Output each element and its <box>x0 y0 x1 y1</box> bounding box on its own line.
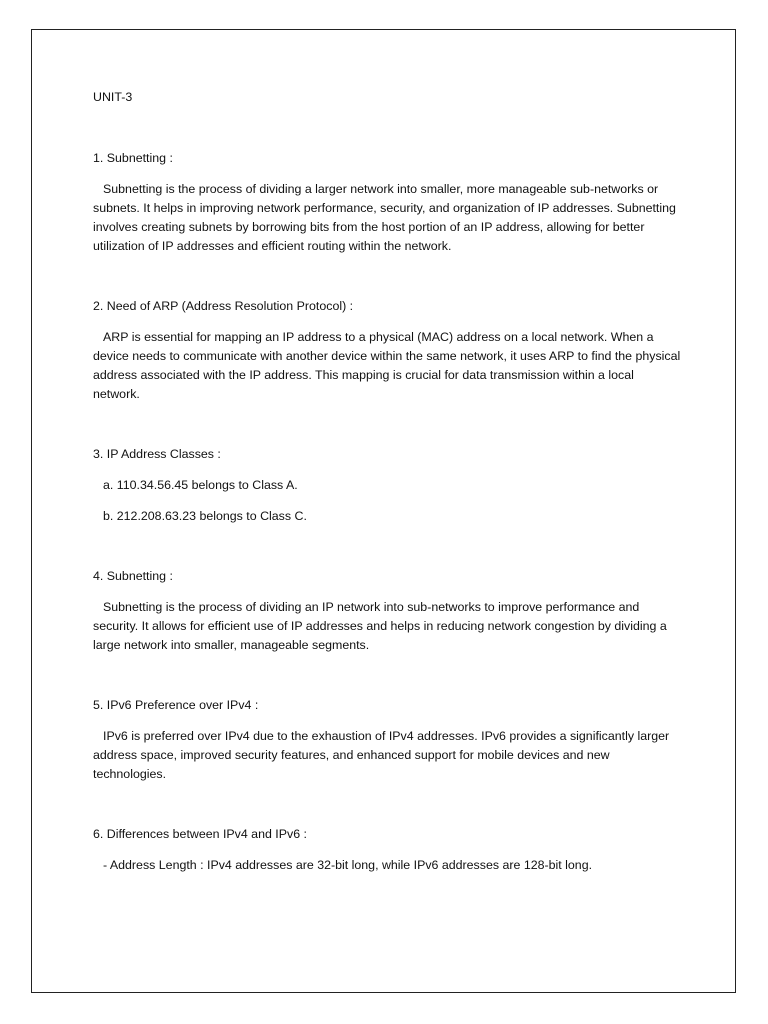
section-paragraph: Subnetting is the process of dividing an IP network into sub-networks to improve performance and security. It allows for efficient use of IP addresses and helps in reducing network congestion by dividing a large network into smaller, manageable segments. <box>93 600 667 652</box>
list-item: - Address Length : IPv4 addresses are 32-bit long, while IPv6 addresses are 128-bit long. <box>103 858 593 872</box>
section-heading: 6. Differences between IPv4 and IPv6 : <box>93 827 307 841</box>
section-heading: 1. Subnetting : <box>93 151 173 165</box>
unit-title: UNIT-3 <box>93 90 133 104</box>
section-paragraph: ARP is essential for mapping an IP address to a physical (MAC) address on a local network. When a device needs to communicate with another device within the same network, it uses ARP to find the physical address associated with the IP address. This mapping is crucial for data transmission within a local network. <box>93 330 681 401</box>
section-ipv6-preference <box>93 696 683 784</box>
section-heading: 5. IPv6 Preference over IPv4 : <box>93 698 259 712</box>
document-content <box>93 88 683 875</box>
section-arp <box>93 297 683 404</box>
section-heading: 3. IP Address Classes : <box>93 447 221 461</box>
section-ipv4-ipv6-differences <box>93 825 683 875</box>
document-page <box>31 29 736 993</box>
section-ip-classes <box>93 445 683 526</box>
section-heading: 4. Subnetting : <box>93 569 173 583</box>
section-paragraph: IPv6 is preferred over IPv4 due to the exhaustion of IPv4 addresses. IPv6 provides a significantly larger address space, improved security features, and enhanced support for mobile devices and new technologies. <box>93 729 670 781</box>
section-heading: 2. Need of ARP (Address Resolution Protocol) : <box>93 299 354 313</box>
section-subnetting-2 <box>93 567 683 655</box>
section-paragraph: Subnetting is the process of dividing a larger network into smaller, more manageable sub-networks or subnets. It helps in improving network performance, security, and organization of IP addresses. Subnetting involves creating subnets by borrowing bits from the host portion of an IP address, allowing for better utilization of IP addresses and efficient routing within the network. <box>93 182 676 253</box>
list-item: b. 212.208.63.23 belongs to Class C. <box>103 509 307 523</box>
section-subnetting <box>93 149 683 256</box>
list-item: a. 110.34.56.45 belongs to Class A. <box>103 478 298 492</box>
